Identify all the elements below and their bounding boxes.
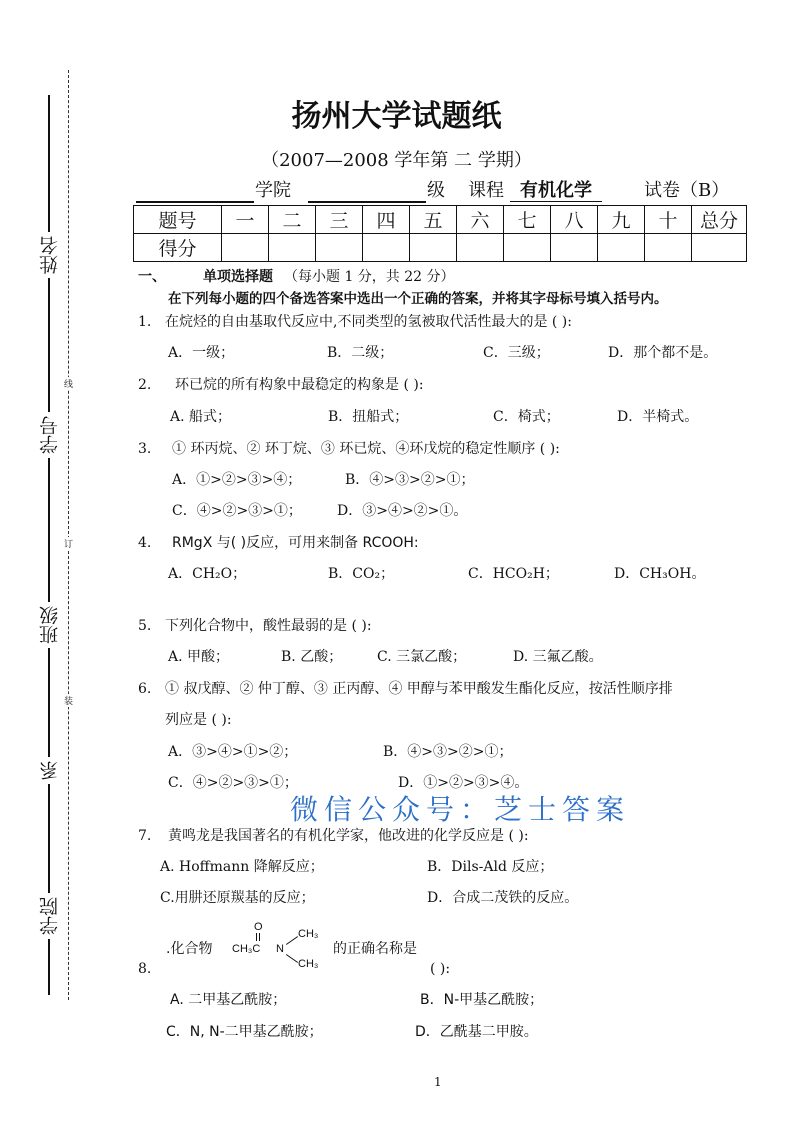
margin-label-college: 学院 xyxy=(36,893,63,939)
option-b: B．N-甲基乙酰胺； xyxy=(420,992,544,1008)
option-c: C. 三氯乙酸； xyxy=(377,649,467,665)
watermark: 微信公众号：芝士答案 xyxy=(290,793,631,826)
option-d: D．CH₃OH。 xyxy=(614,566,706,582)
formula-acyl: CH₃C xyxy=(232,943,261,955)
option-b: B．④>③>②>①； xyxy=(345,472,475,488)
table-header-cell: 十 xyxy=(645,206,692,234)
score-cell xyxy=(457,234,504,262)
double-bond xyxy=(259,933,260,941)
table-header-cell: 七 xyxy=(504,206,551,234)
binding-dashed-line xyxy=(68,70,69,1000)
double-bond xyxy=(256,933,257,941)
option-c: C．三级； xyxy=(483,345,550,361)
formula-oxygen: O xyxy=(254,921,263,933)
course-name: 有机化学 xyxy=(510,182,602,202)
table-header-cell: 三 xyxy=(316,206,363,234)
answer-blank: ( ): xyxy=(430,961,451,977)
option-a: A．一级； xyxy=(168,345,235,361)
margin-label-class: 班级 xyxy=(36,602,63,648)
score-cell xyxy=(504,234,551,262)
section-number: 一、 xyxy=(138,269,166,285)
question-text: 环已烷的所有构象中最稳定的构象是 ( ): xyxy=(175,377,424,393)
question-text-after: 的正确名称是 xyxy=(333,941,417,957)
binding-mark-staple: 订 xyxy=(64,537,73,550)
question-text: ① 叔戊醇、② 仲丁醇、③ 正丙醇、④ 甲醇与苯甲酸发生酯化反应，按活性顺序排 xyxy=(165,681,673,697)
table-header-cell: 总分 xyxy=(692,206,747,234)
option-b: B．二级； xyxy=(327,345,394,361)
score-row-label: 得分 xyxy=(134,234,222,262)
binding-mark-line: 线 xyxy=(64,377,73,390)
margin-label-name: 姓名 xyxy=(36,232,63,278)
option-d: D．③>④>②>①。 xyxy=(337,503,468,519)
option-c: C．④>②>③>①； xyxy=(168,775,298,791)
bond xyxy=(286,954,298,963)
question-text: 下列化合物中，酸性最弱的是 ( ): xyxy=(165,618,372,634)
score-cell xyxy=(410,234,457,262)
section-instruction: 在下列每小题的四个备选答案中选出一个正确的答案，并将其字母标号填入括号内。 xyxy=(168,291,668,307)
question-number: 7. xyxy=(138,828,152,844)
option-a: A. 船式； xyxy=(170,409,232,425)
course-label: 课程 xyxy=(468,180,504,201)
question-number: 3. xyxy=(138,441,152,457)
score-cell xyxy=(269,234,316,262)
option-d: D．①>②>③>④。 xyxy=(398,775,529,791)
question-number: 2. xyxy=(138,377,152,393)
option-a: A．③>④>①>②； xyxy=(168,744,298,760)
score-cell xyxy=(363,234,410,262)
semester-line: （2007—2008 学年第 二 学期） xyxy=(261,150,532,171)
college-blank xyxy=(136,201,254,203)
option-d: D．那个都不是。 xyxy=(608,345,718,361)
paper-label: 试卷（B） xyxy=(644,180,730,201)
option-d: D．半椅式。 xyxy=(617,409,699,425)
score-cell xyxy=(222,234,269,262)
question-text: ① 环丙烷、② 环丁烷、③ 环已烷、④环戊烷的稳定性顺序 ( ): xyxy=(172,441,560,457)
option-a: A．CH₂O； xyxy=(168,566,247,582)
table-header-cell: 九 xyxy=(598,206,645,234)
grade-blank xyxy=(308,201,426,203)
score-cell xyxy=(551,234,598,262)
option-b: B．扭船式； xyxy=(328,409,409,425)
question-number: 4. xyxy=(138,535,152,551)
formula-methyl: CH₃ xyxy=(298,928,319,940)
bond xyxy=(286,936,298,945)
binding-mark-bind: 装 xyxy=(64,694,73,707)
table-row xyxy=(134,206,747,234)
score-cell xyxy=(316,234,363,262)
option-c: C．HCO₂H； xyxy=(468,566,559,582)
option-c: C.用肼还原羰基的反应； xyxy=(160,890,315,906)
option-d: D．合成二茂铁的反应。 xyxy=(427,890,579,906)
college-label: 学院 xyxy=(255,180,291,201)
question-text: 黄鸣龙是我国著名的有机化学家，他改进的化学反应是 ( ): xyxy=(168,828,529,844)
option-b: B. 乙酸； xyxy=(281,649,343,665)
question-text-cont: 列应是 ( ): xyxy=(165,712,232,728)
option-d: D．乙酰基二甲胺。 xyxy=(415,1024,538,1040)
option-a: A. Hoffmann 降解反应； xyxy=(160,859,324,875)
option-c: C．N, N-二甲基乙酰胺； xyxy=(166,1024,323,1040)
option-b: B．CO₂； xyxy=(328,566,395,582)
option-c: C．④>②>③>①； xyxy=(172,503,302,519)
formula-nitrogen: N xyxy=(276,943,284,955)
option-b: B．④>③>②>①； xyxy=(383,744,513,760)
score-cell xyxy=(692,234,747,262)
table-header-cell: 四 xyxy=(363,206,410,234)
margin-line xyxy=(48,95,50,995)
table-header-cell: 题号 xyxy=(134,206,222,234)
table-header-cell: 一 xyxy=(222,206,269,234)
score-cell xyxy=(598,234,645,262)
section-title: 单项选择题 xyxy=(203,269,273,285)
question-text: .化合物 xyxy=(166,941,213,957)
option-d: D. 三氟乙酸。 xyxy=(513,649,603,665)
option-c: C．椅式； xyxy=(493,409,560,425)
score-table xyxy=(133,205,747,262)
table-row xyxy=(134,234,747,262)
section-note: （每小题 1 分，共 22 分） xyxy=(284,269,455,285)
option-a: A. 二甲基乙酰胺； xyxy=(170,992,287,1008)
question-number: 5. xyxy=(138,618,152,634)
formula-methyl: CH₃ xyxy=(298,958,319,970)
score-cell xyxy=(645,234,692,262)
option-a: A．①>②>③>④； xyxy=(172,472,302,488)
question-number: 6. xyxy=(138,681,152,697)
option-a: A. 甲酸； xyxy=(168,649,230,665)
page-title: 扬州大学试题纸 xyxy=(291,99,502,134)
question-number: 1. xyxy=(138,314,152,330)
page-number: 1 xyxy=(434,1075,442,1089)
margin-label-department: 系 xyxy=(36,757,63,784)
table-header-cell: 五 xyxy=(410,206,457,234)
question-text: RMgX 与( )反应，可用来制备 RCOOH: xyxy=(172,535,419,551)
option-b: B．Dils-Ald 反应； xyxy=(427,859,554,875)
question-number: 8. xyxy=(138,961,152,977)
table-header-cell: 六 xyxy=(457,206,504,234)
grade-label: 级 xyxy=(427,180,445,201)
question-text: 在烷烃的自由基取代反应中,不同类型的氢被取代活性最大的是 ( ): xyxy=(165,314,572,330)
table-header-cell: 二 xyxy=(269,206,316,234)
table-header-cell: 八 xyxy=(551,206,598,234)
margin-label-student-id: 学号 xyxy=(36,412,63,458)
